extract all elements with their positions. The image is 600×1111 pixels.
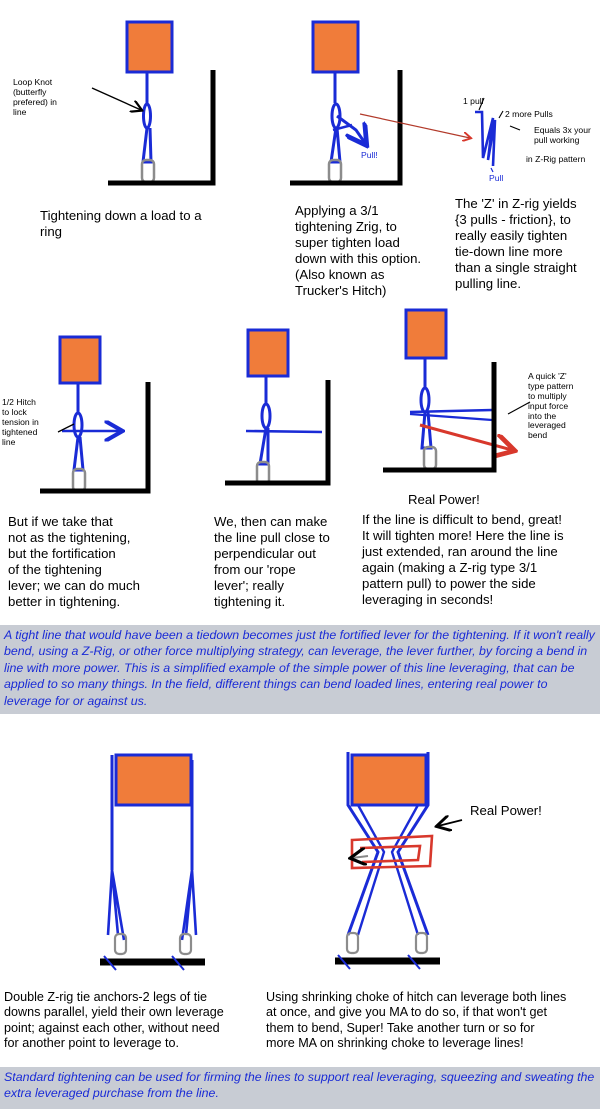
z-one-pull-label: 1 pull [463,96,484,106]
connector-arrow [360,114,470,138]
load-box [406,310,446,358]
panel-4-caption: But if we take that not as the tightening, but the fortification of the tightening lever; we can do much better in tightening. [8,514,140,610]
load-box [116,755,191,805]
panel-1-caption: Tightening down a load to a ring [40,208,202,240]
quick-z-label: A quick 'Z' type pattern to multiply input force into the leveraged bend [528,371,574,441]
loop-knot-label: Loop Knot (butterfly prefered) in line [13,77,57,117]
panel-7-drawing [100,755,205,970]
panel-7-caption: Double Z-rig tie anchors-2 legs of tie downs parallel, yield their own leverage point; against each other, without need for another point to leverage to. [4,990,224,1051]
panel-1-drawing [92,22,213,183]
pointer-arrow [438,820,462,826]
panel-2-caption: Applying a 3/1 tightening Zrig, to super tighten load down with this option. (Also known as Trucker's Hitch) [295,203,422,299]
load-box [352,755,426,805]
panel-2-pull-label: Pull! [361,150,378,160]
anchor-ring [416,933,427,953]
z-pattern-label: in Z-Rig pattern [526,154,586,164]
panel-8-caption: Using shrinking choke of hitch can leverage both lines at once, and give you MA to do so, if that won't get them to bend, Super! Take another turn or so for more MA on shrinking choke to leverage lines! [266,990,567,1051]
half-hitch-label: 1/2 Hitch to lock tension in tightened line [2,397,39,447]
z-pull-label: Pull [489,173,504,183]
panel-2-drawing [290,22,470,183]
panel-5-caption: We, then can make the line pull close to perpendicular out from our 'rope lever'; really tightening it. [214,514,330,610]
summary-band-2: Standard tightening can be used for firming the lines to support real leveraging, squeezing and sweating the extra leveraged purchase from the line. [0,1067,600,1109]
summary-band-1: A tight line that would have been a tiedown becomes just the fortified lever for the tightening. If it won't really bend, using a Z-Rig, or other force multiplying strategy, can leverage, the lever further, by forcing a bend in line with more power. This is a simplified example of the simple power of this line leveraging, that can be applied to so many things. In the field, different things can bend loaded lines, entering real power to leverage for or against us. [0,625,600,714]
z-pattern [475,112,495,166]
loop-knot [144,104,151,128]
panel-5-drawing [225,330,328,484]
panel-6-drawing [383,310,530,470]
panel-3-caption: The 'Z' in Z-rig yields {3 pulls - friction}, to really easily tighten tie-down line more than a single straight pulling line. [455,196,577,292]
panel-8-drawing [335,752,462,969]
anchor-ring [73,469,85,491]
panel-8-heading: Real Power! [470,803,542,818]
label-arrow [92,88,141,110]
panel-6-caption: If the line is difficult to bend, great! It will tighten more! Here the line is just extended, ran around the line again (making a Z-rig type 3/1 pattern pull) to power the side leveraging in seconds! [362,512,564,608]
z-more-pulls-label: 2 more Pulls [505,109,553,119]
anchor-ring [424,447,436,469]
z-equals-label: Equals 3x your pull working [534,125,591,145]
load-box [60,337,100,383]
load-box [313,22,358,72]
load-box [127,22,172,72]
anchor-ring [347,933,358,953]
ground-wall [108,70,213,183]
panel-6-heading: Real Power! [408,492,480,507]
load-box [248,330,288,376]
